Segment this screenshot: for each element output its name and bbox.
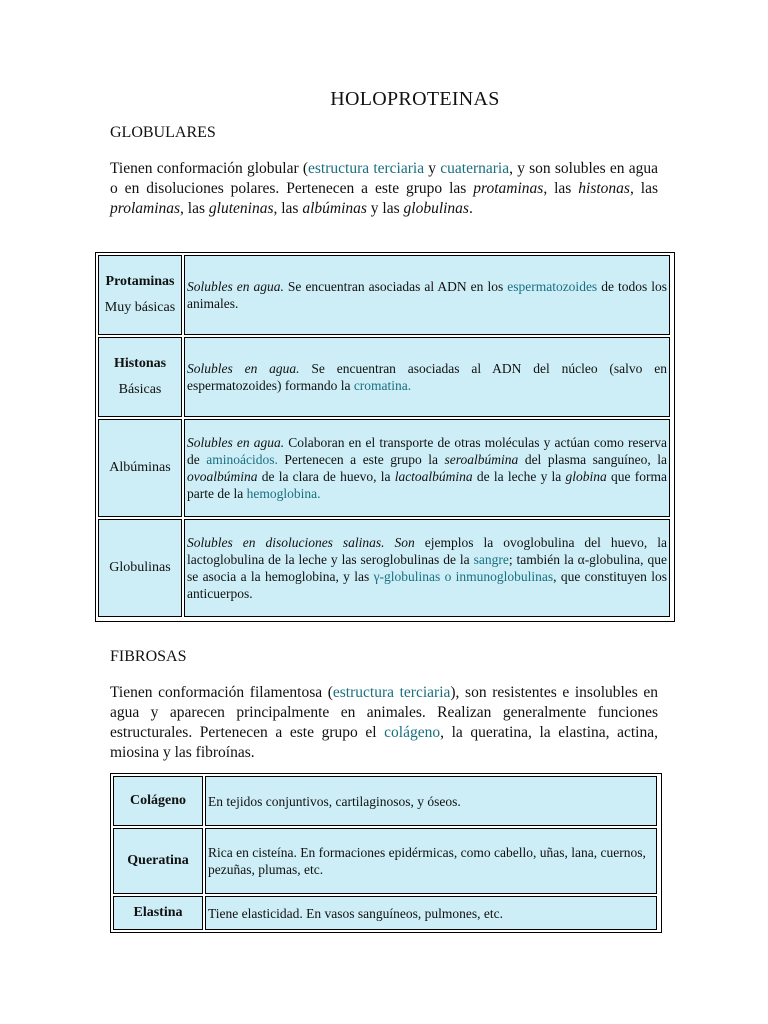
table-row-description: Solubles en disoluciones salinas. Son ejemplos la ovoglobulina del huevo, la lactoglobulina de la leche y las seroglobulinas de la sangre; también la α-globulina, que se asocia a la hemoglobina, y las γ-globulinas o inmunoglobulinas, que constituyen los anticuerpos. bbox=[184, 519, 670, 617]
page-title: HOLOPROTEINAS bbox=[330, 88, 500, 110]
fibrosas-heading: FIBROSAS bbox=[110, 648, 187, 665]
link-estructura-terciaria-2[interactable]: estructura terciaria bbox=[332, 684, 451, 701]
link-cuaternaria[interactable]: cuaternaria bbox=[440, 160, 510, 177]
table-row-description: Tiene elasticidad. En vasos sanguíneos, pulmones, etc. bbox=[205, 896, 657, 930]
table-row-label: Colágeno bbox=[113, 776, 203, 826]
table-row-label: Elastina bbox=[113, 896, 203, 930]
link-sangre[interactable]: sangre bbox=[473, 552, 509, 567]
link-colageno[interactable]: colágeno bbox=[384, 724, 441, 741]
table-row-description: Solubles en agua. Colaboran en el transporte de otras moléculas y actúan como reserva de aminoácidos. Pertenecen a este grupo la seroalbúmina del plasma sanguíneo, la ovoalbúmina de la clara de huevo, la lactoalbúmina de la leche y la globina que forma parte de la hemoglobina. bbox=[184, 419, 670, 517]
globulares-heading: GLOBULARES bbox=[110, 124, 216, 141]
link-cromatina[interactable]: cromatina. bbox=[353, 378, 412, 393]
link-inmunoglobulinas[interactable]: γ-globulinas o inmunoglobulinas bbox=[373, 569, 554, 584]
table-row-label: Histonas Básicas bbox=[98, 337, 182, 417]
table-row-description: Rica en cisteína. En formaciones epidérmicas, como cabello, uñas, lana, cuernos, pezuñas, plumas, etc. bbox=[205, 828, 657, 894]
globulares-paragraph: Tienen conformación globular (estructura terciaria y cuaternaria, y son solubles en agua o en disoluciones polares. Pertenecen a este grupo las protaminas, las histonas, las prolaminas, las gluteninas, las albúminas y las globulinas. bbox=[110, 160, 658, 217]
link-hemoglobina[interactable]: hemoglobina. bbox=[246, 486, 321, 501]
table-row-label: Albúminas bbox=[98, 419, 182, 517]
table-row-description: Solubles en agua. Se encuentran asociadas al ADN del núcleo (salvo en espermatozoides) formando la cromatina. bbox=[184, 337, 670, 417]
table-row-label: Queratina bbox=[113, 828, 203, 894]
fibrosas-paragraph: Tienen conformación filamentosa (estructura terciaria), son resistentes e insolubles en agua y aparecen principalmente en animales. Realizan generalmente funciones estructurales. Pertenecen a este grupo el colágeno, la queratina, la elastina, actina, miosina y las fibroínas. bbox=[110, 684, 658, 761]
table-row-label: Protaminas Muy básicas bbox=[98, 255, 182, 335]
link-espermatozoides[interactable]: espermatozoides bbox=[507, 279, 598, 294]
table-row-description: Solubles en agua. Se encuentran asociadas al ADN en los espermatozoides de todos los animales. bbox=[184, 255, 670, 335]
link-estructura-terciaria[interactable]: estructura terciaria bbox=[308, 160, 425, 177]
link-aminoacidos[interactable]: aminoácidos. bbox=[206, 452, 278, 467]
table-row-description: En tejidos conjuntivos, cartilaginosos, y óseos. bbox=[205, 776, 657, 826]
globulares-table bbox=[95, 252, 675, 622]
table-row-label: Globulinas bbox=[98, 519, 182, 617]
fibrosas-table bbox=[110, 773, 662, 933]
